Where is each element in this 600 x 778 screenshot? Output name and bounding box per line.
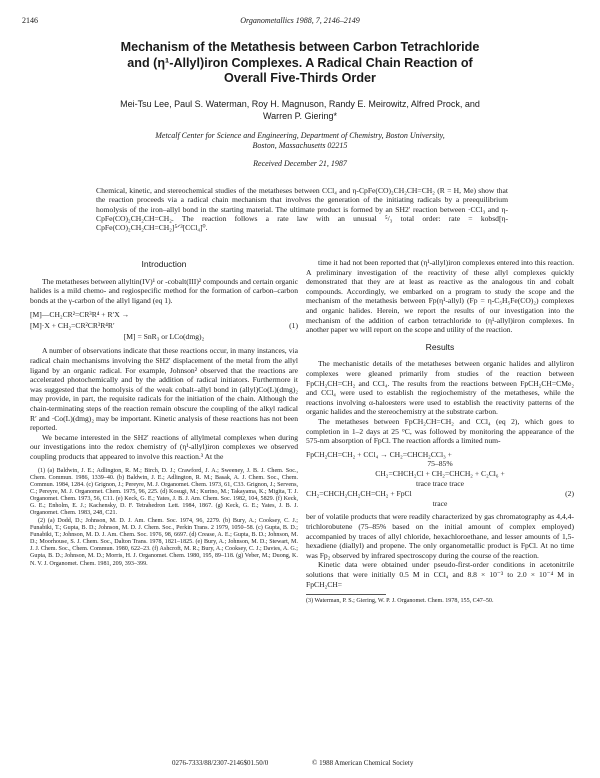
intro-paragraph-1: The metatheses between allyltin(IV)¹ or -cobalt(III)² compounds and certain organic halides is a mild chemo- and regiospecific method for the formation of carbon–carbon bonds at the γ-carbon of the allyl ligand (eq 1). — [30, 276, 298, 305]
reference-item: (1) (a) Baldwin, J. E.; Adlington, R. M.; Birch, D. J.; Crawford, J. A.; Sweeney, J. B. J. Chem. Soc., Chem. Commun. 1986, 1339–40. (b) Baldwin, J. E.; Adlington, R. M.; Basak, A. J. Chem. Soc., Chem. Commun. 1984, 1284. (c) Grignon, J.; Pereyre, M. J. Organomet. Chem. 1973, 61, C33. Grignon, J.; Servens, C.; Pereyre, M. J. Organomet. Chem. 1975, 96, 225. (d) Kosugi, M.; Kurino, M.; Takayama, K.; Migita, T. J. Organomet. Chem. 1973, 56, C11. (e) Keck, G. E.; Yates, J. B. J. Am. Chem. Soc. 1982, 104, 5829. (f) Keck, G. E.; Enholm, E. J.; Kachensky, D. F. Tetrahedron Lett. 1984, 1867. (g) Keck, G. E.; Yates, J. B. J. Organomet. Chem. 1983, 248, C21. — [30, 467, 298, 517]
reference-item: (2) (a) Dodd, D.; Johnson, M. D. J. Am. Chem. Soc. 1974, 96, 2279. (b) Bury, A.; Cooksey, C. J.; Funabiki, T.; Gupta, B. D.; Johnson, M. D. J. Chem. Soc., Perkin Trans. 2 1979, 1050–58. (c) Gupta, B. D.; Funabiki, T.; Johnson, M. D. J. Am. Chem. Soc. 1976, 98, 6697. (d) Crease, A. E.; Gupta, B. D.; Johnson, M. D.; Moorhouse, S. J. Chem. Soc., Dalton Trans. 1978, 1821–1825. (e) Bury, A.; Johnson, M. D.; Stewart, M. J. J. Chem. Soc., Chem. Commun. 1980, 622–23. (f) Ashcroft, M. R.; Bury, A.; Cooksey, C. J.; Davies, A. G.; Gupta, B. D.; Johnson, M. D.; Morris, H. J. Organomet. Chem. 1980, 195, 89–118. (g) Veber, M.; Duong, K. N. V. J. Organomet. Chem. 1981, 209, 393–399. — [30, 517, 298, 567]
results-heading: Results — [425, 341, 455, 352]
introduction-heading: Introduction — [141, 259, 187, 269]
article-title: Mechanism of the Metathesis between Carbon Tetrachloride and (η¹-Allyl)iron Complexes. A Radical Chain Reaction of Overall Five-Thirds Order — [120, 40, 480, 85]
issn-code: 0276-7333/88/2307-2146$01.50/0 — [172, 759, 269, 767]
right-column — [306, 258, 574, 605]
intro-paragraph-3: We became interested in the SH2′ reactions of allylmetal complexes when during our investigations into the redox chemistry of (η¹-allyl)iron complexes we observed coupling products that appeared to involve this reaction.³ At the — [30, 432, 298, 461]
left-column — [30, 258, 298, 568]
author-list: Mei-Tsu Lee, Paul S. Waterman, Roy H. Magnuson, Randy E. Meirowitz, Alfred Prock, and Warren P. Giering* — [120, 99, 480, 121]
equation-1: [M]—CH₂CR²=CR³R⁴ + R′X → [M]·X + CH₂=CR²CR³R⁴R′ (1) [M] = SnR₃ or LCo(dmg)₂ — [30, 310, 298, 342]
journal-citation: Organometallics 1988, 7, 2146–2149 — [240, 16, 360, 25]
results-paragraph-3: ber of volatile products that were readily characterized by gas chromatography as 4,4,4-trichlorobutene (75–85% based on the initial amount of complex employed) accompanied by traces of allyl chloride, hexachloroethane, and lesser amounts of 1,5-hexadiene (diallyl) and propene. The only organometallic product is FpCl. At no time was Fp₂ observed by infrared spectroscopy during the course of the reaction. — [306, 512, 574, 560]
page-number: 2146 — [22, 16, 38, 25]
references — [30, 468, 298, 568]
copyright: © 1988 American Chemical Society — [312, 759, 414, 767]
received-date: Received December 21, 1987 — [253, 159, 347, 168]
intro-paragraph-2: A number of observations indicate that these reactions occur, in many instances, via radical chain mechanisms involving the SH2′ displacement of the metal from the allyl ligand by an organic radical. For example, Johnson² observed that the reactions are accelerated photochemically and by the addition of radical initiators. Furthermore it was suggested that the homolysis of the weak cobalt–allyl bond in (allyl)Co(L)(dmg)₂ may provide, in part, the requisite radicals for the initiation of the chain. Although the chain-terminating steps of the reaction remain obscure the coupling of the alkyl radical R′ and ·Co(L)(dmg)₂ may be important. Kinetic analysis of these reactions has not been reported. — [30, 346, 298, 433]
affiliation: Metcalf Center for Science and Engineering, Department of Chemistry, Boston University, Boston, Massachusetts 02215 — [155, 131, 445, 150]
footnote: (3) Waterman, P. S.; Giering, W. P. J. Organomet. Chem. 1978, 155, C47–50. — [306, 598, 494, 605]
equation-2: FpCH₂CH=CH₂ + CCl₄ → CH₂=CHCH₂CCl₃ + 75–85% CH₂=CHCH₂Cl + CH₂=CHCH₂ + C₂Cl₆ + trace trace trace CH₂=CHCH₂CH₂CH=CH₂ + FpCl (2) trace — [306, 449, 574, 508]
results-paragraph-1: The mechanistic details of the metatheses between organic halides and allyliron complexes were gleaned primarily from studies of the reaction between FpCH₂CH=CH₂ and CCl₄. The results from the reactions between FpCH₂CH=CMe₂ and CCl₄ were used to establish the regiochemistry of the metatheses, while the reactions involving α-haloesters were used to establish the reactivity patterns of the organic halides and the stereochemistry at the substrate carbon. — [306, 359, 574, 417]
abstract: Chemical, kinetic, and stereochemical studies of the metatheses between CCl₄ and η-CpFe(CO)₂CH₂CH=CH₂ (R = H, Me) show that the reaction proceeds via a radical chain mechanism that involves the generation of the initiating radicals by a preequilibrium homolysis of the iron–allyl bond in the starting material. The ultimate product is formed by an SH2′ reaction between ·CCl₃ and η-CpFe(CO)₂CH₂CH=CH₂. The reaction follows a rate law with an unusual ⁵/₃ total order: rate = kobsd[η-CpFe(CO)₂CH₂CH=CH₂]⁵ᐟ³[CCl₄]⁰. — [96, 186, 508, 233]
results-paragraph-4: Kinetic data were obtained under pseudo-first-order conditions in acetonitrile solutions that were initially 0.5 M in CCl₄ and 8.8 × 10⁻³ to 2.0 × 10⁻⁴ M in FpCH₂CH= — [306, 560, 574, 589]
intro-continued: time it had not been reported that (η¹-allyl)iron complexes entered into this reaction. A preliminary investigation of the reactivity of these allyl complexes quickly demonstrated that they are at least as reactive as the analogous tin and cobalt compounds. Accordingly, we embarked on a program to study the scope and the mechanism of the metathesis between Fp(η¹-allyl) (Fp = η-C₅H₅Fe(CO)₂) complexes and organic halides. Herein, we report the results of our investigation into the mechanism of the addition of carbon tetrachloride to (η¹-allyl)iron complexes. In another paper we will report on the scope and utility of the reaction. — [306, 258, 574, 335]
results-paragraph-2: The metatheses between FpCH₂CH=CH₂ and CCl₄ (eq 2), which goes to completion in 1–2 days at 25 °C, was followed by monitoring the appearance of the 575-nm absorption of FpCl. The reaction affords a limited num- — [306, 416, 574, 446]
footnote-rule — [306, 594, 386, 595]
